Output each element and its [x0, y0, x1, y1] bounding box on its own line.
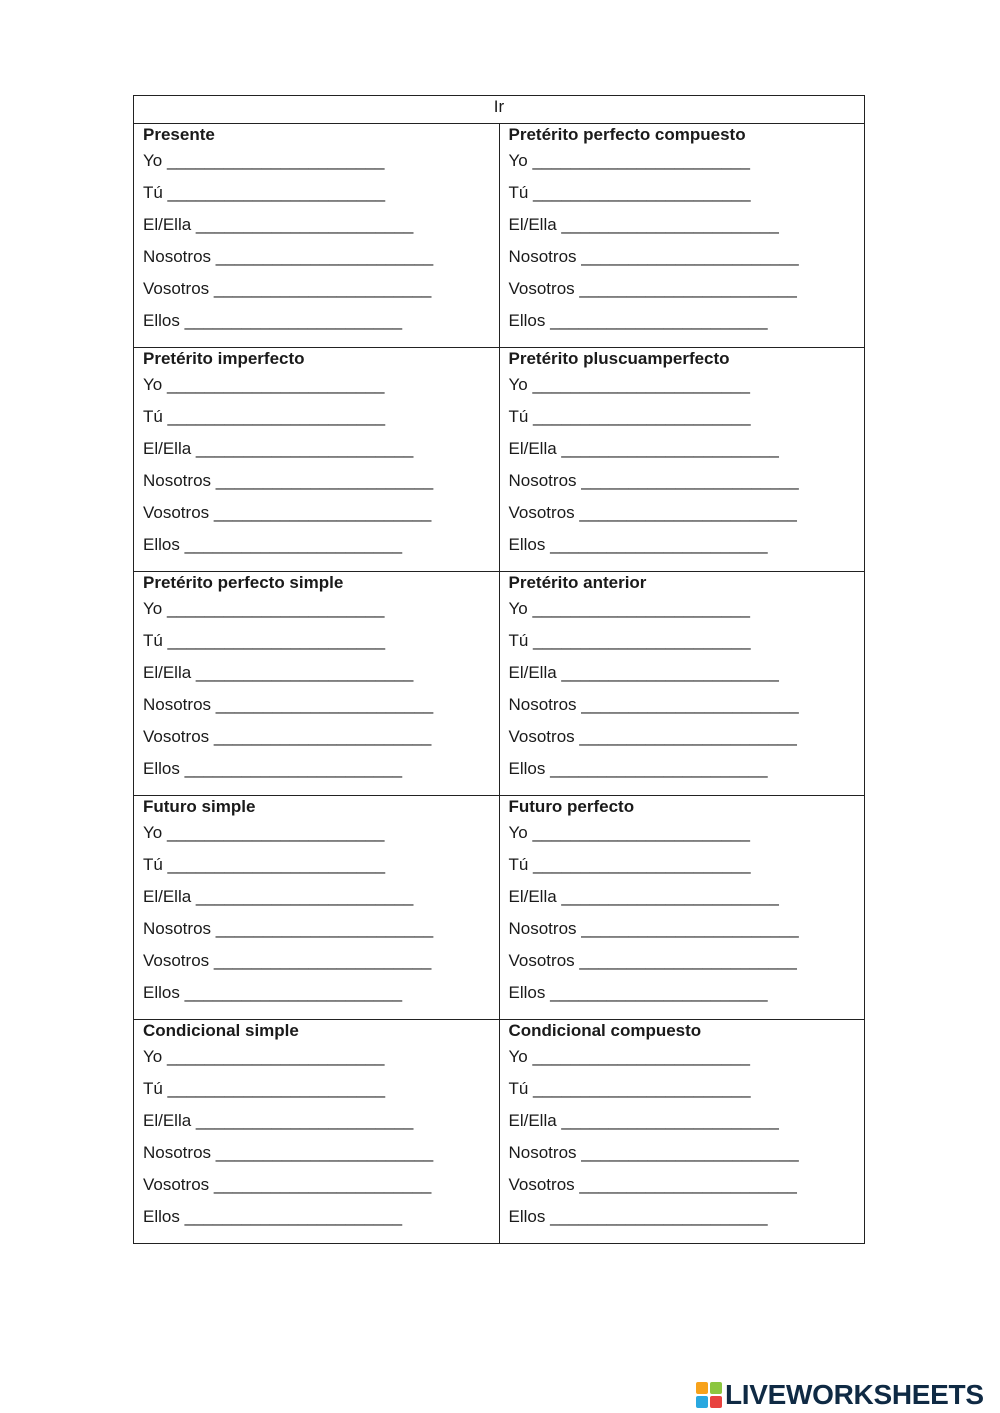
- conjugation-line[interactable]: Vosotros _______________________: [143, 1175, 432, 1194]
- tense-cell: [499, 1020, 865, 1244]
- conjugation-line[interactable]: Vosotros _______________________: [143, 727, 432, 746]
- tense-row: [134, 572, 865, 796]
- conjugation-line[interactable]: El/Ella _______________________: [143, 439, 414, 458]
- conjugation-line[interactable]: El/Ella _______________________: [508, 663, 779, 682]
- conjugation-line[interactable]: Vosotros _______________________: [508, 1175, 797, 1194]
- tense-row: [134, 124, 865, 348]
- conjugation-line[interactable]: Vosotros _______________________: [143, 279, 432, 298]
- verb-title-cell: [134, 96, 865, 124]
- conjugation-line[interactable]: Yo _______________________: [143, 599, 385, 618]
- conjugation-line[interactable]: Yo _______________________: [143, 151, 385, 170]
- conjugation-line[interactable]: Ellos _______________________: [508, 311, 768, 330]
- title-row: [134, 96, 865, 124]
- tense-title: Futuro perfecto: [508, 797, 635, 816]
- conjugation-line[interactable]: Nosotros _______________________: [143, 695, 434, 714]
- conjugation-line[interactable]: Tú _______________________: [508, 407, 751, 426]
- conjugation-line[interactable]: Yo _______________________: [143, 1047, 385, 1066]
- conjugation-line[interactable]: El/Ella _______________________: [508, 887, 779, 906]
- conjugation-line[interactable]: Ellos _______________________: [143, 759, 403, 778]
- conjugation-line[interactable]: Yo _______________________: [508, 1047, 750, 1066]
- conjugation-line[interactable]: Ellos _______________________: [143, 535, 403, 554]
- conjugation-table-body: [134, 96, 865, 1244]
- tense-title: Pretérito perfecto compuesto: [508, 125, 746, 144]
- conjugation-line[interactable]: Tú _______________________: [143, 407, 386, 426]
- tense-title: Pretérito imperfecto: [143, 349, 305, 368]
- conjugation-line[interactable]: Vosotros _______________________: [508, 951, 797, 970]
- conjugation-line[interactable]: Ellos _______________________: [508, 1207, 768, 1226]
- conjugation-line[interactable]: Tú _______________________: [143, 631, 386, 650]
- tense-cell: [499, 572, 865, 796]
- conjugation-line[interactable]: Tú _______________________: [143, 183, 386, 202]
- tense-cell-content: [134, 124, 499, 337]
- logo-tile-blue: [696, 1396, 708, 1408]
- tense-cell: [499, 348, 865, 572]
- tense-cell-content: [500, 124, 865, 337]
- conjugation-line[interactable]: El/Ella _______________________: [508, 1111, 779, 1130]
- conjugation-line[interactable]: Ellos _______________________: [143, 1207, 403, 1226]
- tense-cell-content: [500, 572, 865, 785]
- tense-title: Condicional compuesto: [508, 1021, 702, 1040]
- tense-cell: [499, 124, 865, 348]
- conjugation-line[interactable]: El/Ella _______________________: [508, 215, 779, 234]
- conjugation-line[interactable]: Nosotros _______________________: [143, 247, 434, 266]
- conjugation-line[interactable]: Yo _______________________: [508, 599, 750, 618]
- tense-cell: [134, 572, 500, 796]
- verb-title: Ir: [493, 97, 505, 116]
- tense-cell-content: [134, 348, 499, 561]
- conjugation-line[interactable]: Nosotros _______________________: [508, 1143, 799, 1162]
- conjugation-line[interactable]: Yo _______________________: [508, 151, 750, 170]
- logo-tile-green: [710, 1382, 722, 1394]
- conjugation-line[interactable]: Ellos _______________________: [508, 535, 768, 554]
- tense-cell-content: [134, 572, 499, 785]
- conjugation-line[interactable]: Tú _______________________: [143, 1079, 386, 1098]
- conjugation-line[interactable]: Tú _______________________: [508, 183, 751, 202]
- conjugation-line[interactable]: Ellos _______________________: [508, 983, 768, 1002]
- liveworksheets-logo-icon: [696, 1382, 722, 1408]
- conjugation-line[interactable]: Vosotros _______________________: [143, 503, 432, 522]
- conjugation-line[interactable]: Nosotros _______________________: [143, 919, 434, 938]
- conjugation-line[interactable]: El/Ella _______________________: [508, 439, 779, 458]
- conjugation-line[interactable]: Tú _______________________: [508, 855, 751, 874]
- tense-cell-content: [500, 348, 865, 561]
- conjugation-line[interactable]: Nosotros _______________________: [508, 247, 799, 266]
- tense-title: Futuro simple: [143, 797, 256, 816]
- tense-row: [134, 1020, 865, 1244]
- conjugation-line[interactable]: Yo _______________________: [508, 823, 750, 842]
- tense-row: [134, 348, 865, 572]
- tense-title: Pretérito anterior: [508, 573, 647, 592]
- tense-cell-content: [500, 1020, 865, 1233]
- tense-cell: [499, 796, 865, 1020]
- tense-title: Presente: [143, 125, 215, 144]
- tense-title: Pretérito perfecto simple: [143, 573, 344, 592]
- conjugation-line[interactable]: Vosotros _______________________: [143, 951, 432, 970]
- conjugation-line[interactable]: Nosotros _______________________: [508, 471, 799, 490]
- tense-title: Condicional simple: [143, 1021, 299, 1040]
- tense-row: [134, 796, 865, 1020]
- conjugation-line[interactable]: Vosotros _______________________: [508, 727, 797, 746]
- tense-title: Pretérito pluscuamperfecto: [508, 349, 730, 368]
- conjugation-line[interactable]: Yo _______________________: [143, 823, 385, 842]
- conjugation-table: [133, 95, 865, 1244]
- conjugation-line[interactable]: El/Ella _______________________: [143, 663, 414, 682]
- conjugation-line[interactable]: El/Ella _______________________: [143, 215, 414, 234]
- tense-cell-content: [134, 1020, 499, 1233]
- tense-cell: [134, 796, 500, 1020]
- logo-tile-orange: [696, 1382, 708, 1394]
- conjugation-line[interactable]: Nosotros _______________________: [143, 471, 434, 490]
- tense-cell-content: [134, 796, 499, 1009]
- conjugation-line[interactable]: Tú _______________________: [143, 855, 386, 874]
- conjugation-line[interactable]: Nosotros _______________________: [143, 1143, 434, 1162]
- conjugation-line[interactable]: Vosotros _______________________: [508, 503, 797, 522]
- tense-cell: [134, 124, 500, 348]
- conjugation-line[interactable]: Tú _______________________: [508, 1079, 751, 1098]
- conjugation-line[interactable]: Ellos _______________________: [143, 983, 403, 1002]
- conjugation-line[interactable]: Nosotros _______________________: [508, 919, 799, 938]
- conjugation-line[interactable]: El/Ella _______________________: [143, 1111, 414, 1130]
- liveworksheets-logo: [696, 1378, 984, 1412]
- logo-tile-red: [710, 1396, 722, 1408]
- conjugation-line[interactable]: Ellos _______________________: [143, 311, 403, 330]
- logo-text: LIVEWORKSHEETS: [725, 1379, 984, 1410]
- conjugation-line[interactable]: Yo _______________________: [143, 375, 385, 394]
- conjugation-line[interactable]: Tú _______________________: [508, 631, 751, 650]
- tense-cell: [134, 348, 500, 572]
- conjugation-line[interactable]: Nosotros _______________________: [508, 695, 799, 714]
- conjugation-line[interactable]: Yo _______________________: [508, 375, 750, 394]
- tense-cell-content: [500, 796, 865, 1009]
- tense-cell: [134, 1020, 500, 1244]
- conjugation-line[interactable]: El/Ella _______________________: [143, 887, 414, 906]
- conjugation-line[interactable]: Vosotros _______________________: [508, 279, 797, 298]
- conjugation-line[interactable]: Ellos _______________________: [508, 759, 768, 778]
